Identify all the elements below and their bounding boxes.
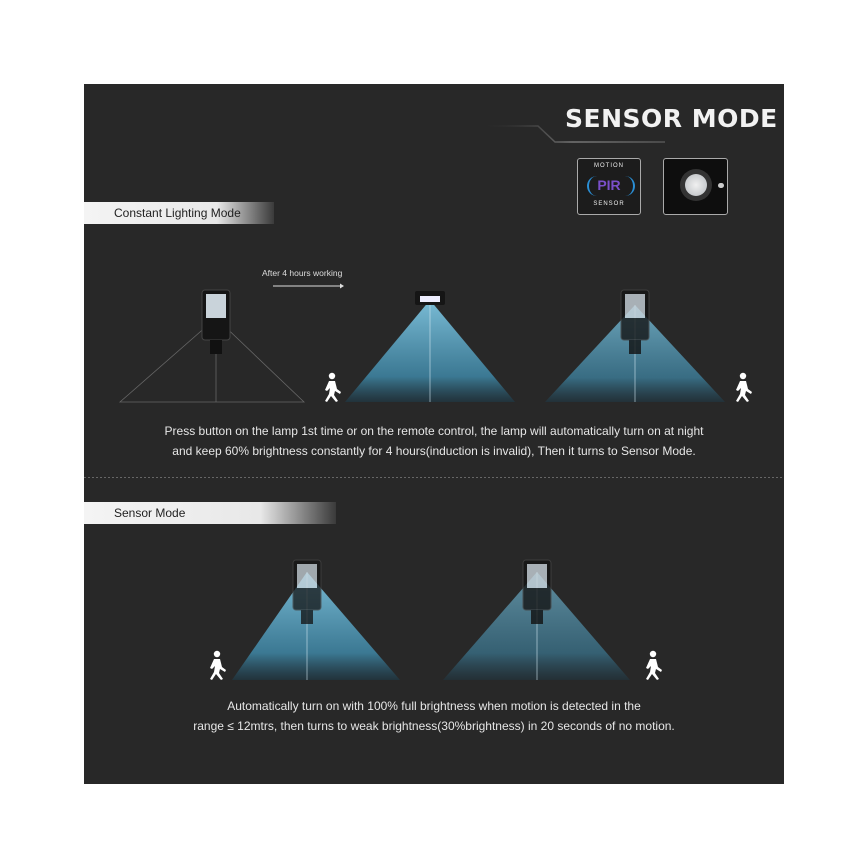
scene-person-leaving — [545, 290, 752, 402]
street-lamp-icon — [202, 290, 230, 354]
page-title: SENSOR MODE — [565, 104, 778, 133]
pir-motion-sensor-badge — [577, 158, 641, 215]
scene-person-approaching — [325, 291, 515, 402]
walking-person-icon — [646, 651, 662, 680]
badge-text-top: MOTION — [594, 163, 624, 169]
description-line: range ≤ 12mtrs, then turns to weak brightness(30%brightness) in 20 seconds of no motion. — [193, 719, 675, 733]
description-line: Press button on the lamp 1st time or on the remote control, the lamp will automatically turn on at night — [164, 424, 704, 438]
walking-person-icon — [325, 373, 341, 402]
after-4-hours-label: After 4 hours working — [262, 268, 343, 278]
walking-person-icon — [210, 651, 226, 680]
section-divider — [84, 477, 784, 478]
constant-mode-description — [84, 421, 784, 461]
scene-sensor-approaching — [210, 560, 400, 680]
sensor-mode-label: Sensor Mode — [84, 502, 336, 524]
constant-lighting-mode-label: Constant Lighting Mode — [84, 202, 274, 224]
description-line: Automatically turn on with 100% full brightness when motion is detected in the — [227, 699, 641, 713]
arrow-icon — [273, 284, 344, 289]
description-line: and keep 60% brightness constantly for 4 hours(induction is invalid), Then it turns to Sensor Mode. — [172, 444, 696, 458]
badge-text-pir: PIR — [597, 177, 621, 193]
walking-person-icon — [736, 373, 752, 402]
badge-text-bottom: SENSOR — [593, 201, 625, 207]
scene-constant-lamp — [120, 290, 304, 402]
sensor-mode-description — [84, 696, 784, 736]
scene-sensor-leaving — [443, 560, 662, 680]
sensor-lens-photo — [663, 158, 728, 215]
